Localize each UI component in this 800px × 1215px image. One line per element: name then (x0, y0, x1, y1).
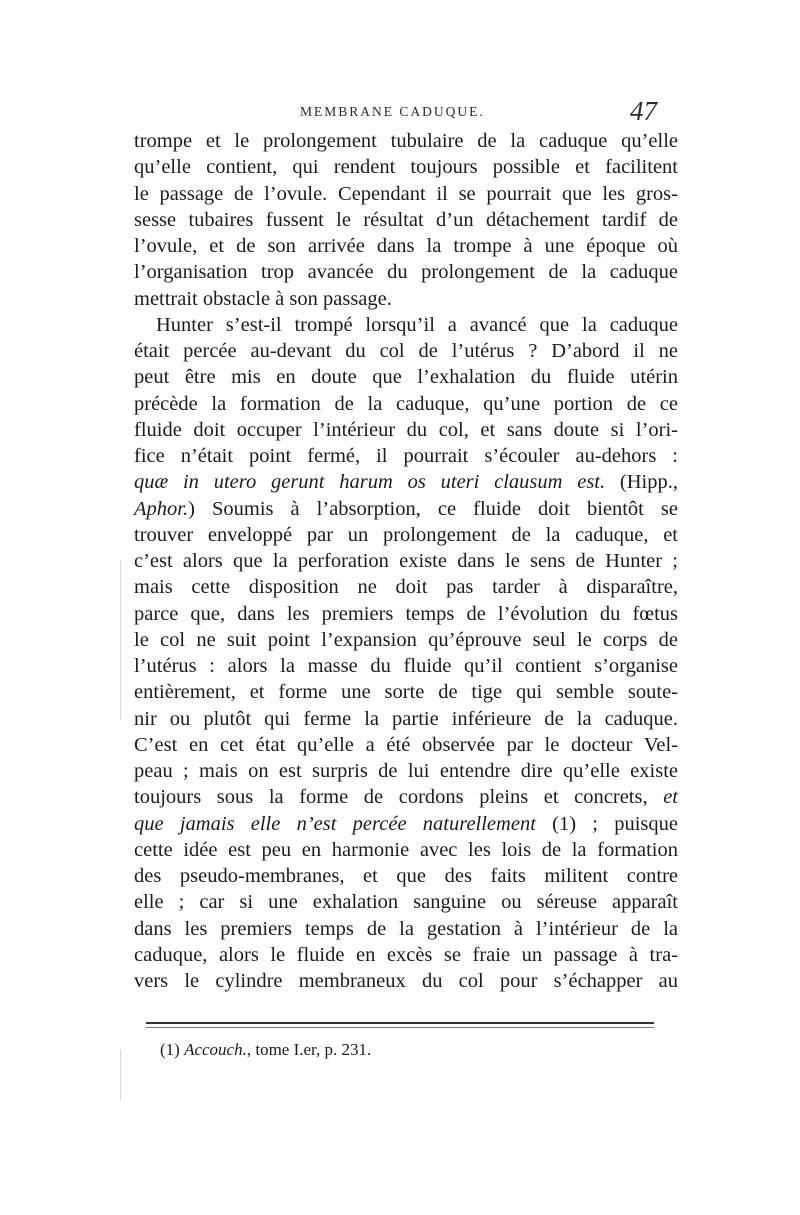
text-line: trompe et le prolongement tubulaire de la caduque qu’elle (134, 130, 678, 152)
text-line-toujours (134, 784, 678, 810)
text-line: le col ne suit point l’expansion qu’éprouve seul le corps de (134, 628, 678, 651)
toujours-text: toujours sous la forme de cordons pleins et concrets, (134, 786, 648, 809)
body-text (134, 128, 678, 994)
footnote-marker: (1) (160, 1040, 180, 1059)
text-line-aphor (134, 496, 678, 522)
text-line: nir ou plutôt qui ferme la partie inférieure de la caduque. (134, 707, 678, 730)
text-line: C’est en cet état qu’elle a été observée par le docteur Vel- (134, 733, 678, 756)
running-title: MEMBRANE CADUQUE. (300, 104, 485, 119)
text-line: caduque, alors le fluide en excès se fraie un passage à tra- (134, 943, 678, 966)
citation-hipp: (Hipp., (605, 471, 679, 494)
latin-quote: quæ in utero gerunt harum os uteri clausum est. (134, 471, 606, 494)
text-line: Hunter s’est-il trompé lorsqu’il a avancé que la caduque (156, 313, 678, 336)
text-line: qu’elle contient, qui rendent toujours possible et facilitent (134, 156, 678, 179)
text-line: peut être mis en doute que l’exhalation du fluide utérin (134, 366, 678, 389)
text-line-latin-quote (134, 469, 678, 495)
margin-shadow (120, 1050, 121, 1100)
margin-shadow (120, 560, 121, 720)
text-line: dans les premiers temps de la gestation à l’intérieur de la (134, 917, 678, 940)
text-line: précède la formation de la caduque, qu’une portion de ce (134, 392, 678, 415)
text-line: c’est alors que la perforation existe dans le sens de Hunter ; (134, 550, 678, 572)
text-line: l’ovule, et de son arrivée dans la trompe à une époque où (134, 235, 678, 257)
text-line: fluide doit occuper l’intérieur du col, et sans doute si l’ori- (134, 418, 678, 441)
text-line: l’utérus : alors la masse du fluide qu’il contient s’organise (134, 655, 678, 677)
toujours-italic: et (663, 786, 678, 809)
footnote-rule (146, 1022, 654, 1024)
aphor-continuation: ) Soumis à l’absorption, ce fluide doit bientôt se (188, 497, 678, 520)
aphor-citation: Aphor. (134, 497, 189, 520)
text-line: mettrait obstacle à son passage. (134, 287, 392, 310)
text-line: était percée au-devant du col de l’utérus ? D’abord il ne (134, 340, 678, 362)
running-head (0, 98, 800, 128)
text-line: le passage de l’ovule. Cependant il se pourrait que les gros- (134, 182, 678, 205)
text-line: sesse tubaires fussent le résultat d’un détachement tardif de (134, 208, 678, 231)
text-line: cette idée est peu en harmonie avec les lois de la formation (134, 838, 678, 861)
footnote (160, 1040, 371, 1060)
text-line: elle ; car si une exhalation sanguine ou séreuse apparaît (134, 891, 678, 914)
text-line: vers le cylindre membraneux du col pour s’échapper au (134, 970, 678, 992)
text-line-jamais (134, 811, 678, 837)
jamais-quote: que jamais elle n’est percée naturellement (134, 812, 536, 835)
text-line: peau ; mais on est surpris de lui entendre dire qu’elle existe (134, 760, 678, 782)
text-line: l’organisation trop avancée du prolongement de la caduque (134, 261, 678, 284)
text-line: parce que, dans les premiers temps de l’évolution du fœtus (134, 602, 678, 625)
page-number: 47 (630, 96, 657, 126)
footnote-details: , tome I.er, p. 231. (246, 1040, 372, 1059)
text-line: mais cette disposition ne doit pas tarder à disparaître, (134, 576, 678, 599)
text-line: fice n’était point fermé, il pourrait s’écouler au-dehors : (134, 445, 678, 467)
text-line: entièrement, et forme une sorte de tige qui semble soute- (134, 681, 678, 704)
text-line: des pseudo-membranes, et que des faits militent contre (134, 865, 678, 887)
footnote-rule-thin (146, 1027, 654, 1028)
footnote-reference: (1) ; puisque (552, 812, 678, 835)
footnote-title: Accouch. (184, 1040, 247, 1059)
text-line: trouver enveloppé par un prolongement de la caduque, et (134, 523, 678, 546)
